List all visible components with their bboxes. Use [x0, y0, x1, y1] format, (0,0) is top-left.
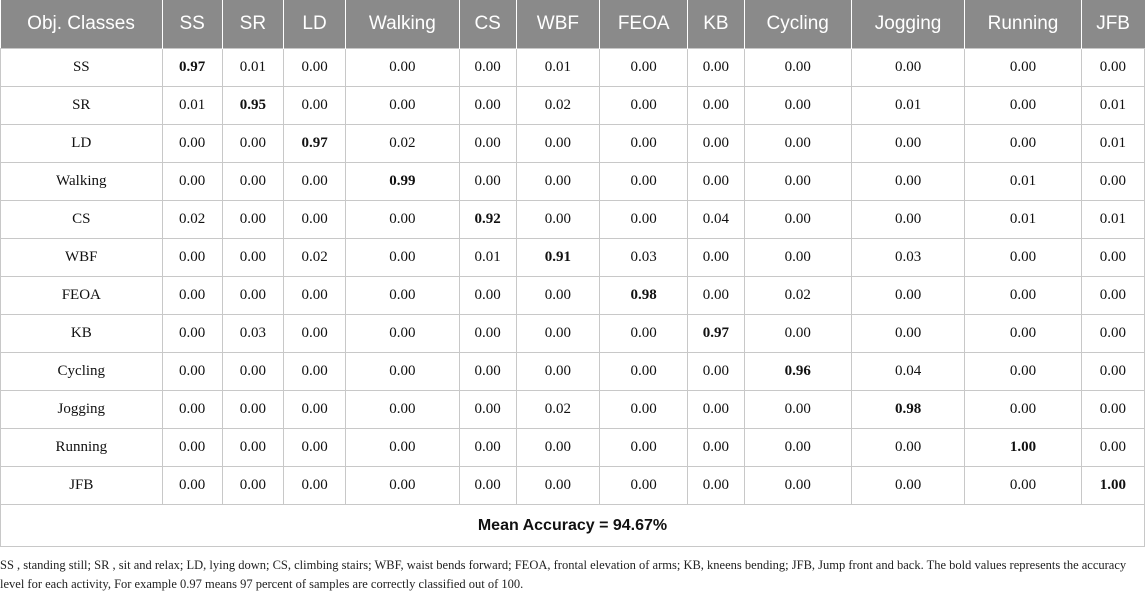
column-header-classes: Obj. Classes — [1, 0, 163, 49]
row-label: Running — [1, 429, 163, 467]
table-cell: 0.00 — [283, 201, 345, 239]
table-cell: 0.00 — [283, 467, 345, 505]
table-cell: 0.00 — [965, 125, 1081, 163]
table-cell: 0.03 — [851, 239, 964, 277]
table-cell: 0.00 — [162, 125, 222, 163]
row-label: FEOA — [1, 277, 163, 315]
diagonal-cell: 0.96 — [744, 353, 851, 391]
table-row — [1, 239, 1145, 277]
table-cell: 0.00 — [1081, 429, 1144, 467]
table-body — [1, 49, 1145, 505]
table-cell: 0.00 — [162, 353, 222, 391]
table-cell: 0.00 — [346, 277, 459, 315]
table-cell: 0.00 — [600, 49, 688, 87]
table-cell: 0.00 — [965, 87, 1081, 125]
table-cell: 0.00 — [283, 163, 345, 201]
diagonal-cell: 0.98 — [851, 391, 964, 429]
row-label: WBF — [1, 239, 163, 277]
table-cell: 0.00 — [1081, 277, 1144, 315]
table-cell: 0.02 — [516, 391, 599, 429]
table-cell: 0.00 — [851, 467, 964, 505]
table-cell: 0.00 — [162, 467, 222, 505]
table-cell: 0.00 — [346, 87, 459, 125]
table-cell: 0.00 — [600, 315, 688, 353]
table-cell: 0.00 — [222, 391, 283, 429]
table-cell: 0.00 — [222, 277, 283, 315]
table-cell: 0.00 — [222, 201, 283, 239]
table-cell: 0.00 — [459, 277, 516, 315]
table-row — [1, 49, 1145, 87]
mean-accuracy: Mean Accuracy = 94.67% — [1, 505, 1145, 547]
table-cell: 0.00 — [744, 315, 851, 353]
table-cell: 0.00 — [600, 125, 688, 163]
table-cell: 0.00 — [744, 49, 851, 87]
diagonal-cell: 0.98 — [600, 277, 688, 315]
table-cell: 0.00 — [851, 277, 964, 315]
table-cell: 0.00 — [222, 467, 283, 505]
table-cell: 0.00 — [516, 277, 599, 315]
table-cell: 0.03 — [600, 239, 688, 277]
column-header-jogging: Jogging — [851, 0, 964, 49]
table-cell: 0.00 — [688, 87, 744, 125]
column-header-sr: SR — [222, 0, 283, 49]
table-cell: 0.04 — [688, 201, 744, 239]
table-cell: 0.00 — [222, 239, 283, 277]
table-cell: 0.00 — [516, 467, 599, 505]
table-row — [1, 125, 1145, 163]
table-cell: 0.00 — [744, 163, 851, 201]
table-cell: 0.00 — [965, 239, 1081, 277]
table-cell: 0.00 — [851, 429, 964, 467]
table-cell: 0.00 — [459, 49, 516, 87]
table-cell: 0.00 — [283, 391, 345, 429]
table-cell: 0.00 — [744, 429, 851, 467]
row-label: CS — [1, 201, 163, 239]
column-header-jfb: JFB — [1081, 0, 1144, 49]
row-label: SS — [1, 49, 163, 87]
table-cell: 0.00 — [688, 353, 744, 391]
column-header-feoa: FEOA — [600, 0, 688, 49]
table-cell: 0.01 — [1081, 125, 1144, 163]
column-header-running: Running — [965, 0, 1081, 49]
table-cell: 0.00 — [744, 391, 851, 429]
column-header-ss: SS — [162, 0, 222, 49]
row-label: Jogging — [1, 391, 163, 429]
table-cell: 0.00 — [744, 87, 851, 125]
table-cell: 0.00 — [222, 125, 283, 163]
table-row — [1, 163, 1145, 201]
table-cell: 0.01 — [1081, 87, 1144, 125]
diagonal-cell: 0.97 — [283, 125, 345, 163]
table-cell: 0.00 — [346, 315, 459, 353]
table-cell: 0.00 — [222, 353, 283, 391]
table-cell: 0.00 — [459, 353, 516, 391]
table-cell: 0.00 — [1081, 315, 1144, 353]
diagonal-cell: 1.00 — [965, 429, 1081, 467]
table-cell: 0.00 — [600, 391, 688, 429]
table-cell: 0.00 — [346, 239, 459, 277]
table-cell: 0.00 — [688, 125, 744, 163]
table-cell: 0.00 — [459, 467, 516, 505]
row-label: JFB — [1, 467, 163, 505]
table-cell: 0.00 — [459, 391, 516, 429]
table-cell: 0.00 — [516, 315, 599, 353]
table-cell: 0.00 — [851, 315, 964, 353]
table-cell: 0.01 — [516, 49, 599, 87]
table-cell: 0.00 — [162, 391, 222, 429]
table-cell: 0.00 — [851, 201, 964, 239]
table-row — [1, 87, 1145, 125]
table-cell: 0.00 — [162, 163, 222, 201]
table-cell: 0.00 — [600, 87, 688, 125]
table-cell: 0.00 — [162, 315, 222, 353]
table-cell: 0.00 — [744, 467, 851, 505]
table-cell: 0.00 — [346, 391, 459, 429]
table-row — [1, 277, 1145, 315]
table-cell: 0.00 — [600, 353, 688, 391]
diagonal-cell: 0.97 — [688, 315, 744, 353]
table-cell: 0.00 — [600, 429, 688, 467]
diagonal-cell: 0.97 — [162, 49, 222, 87]
column-header-wbf: WBF — [516, 0, 599, 49]
table-cell: 0.00 — [222, 429, 283, 467]
table-cell: 0.00 — [162, 277, 222, 315]
table-cell: 0.00 — [459, 429, 516, 467]
table-row — [1, 315, 1145, 353]
table-cell: 0.04 — [851, 353, 964, 391]
table-cell: 0.02 — [346, 125, 459, 163]
table-cell: 0.00 — [346, 353, 459, 391]
table-cell: 0.01 — [965, 201, 1081, 239]
table-cell: 0.00 — [851, 163, 964, 201]
table-cell: 0.02 — [283, 239, 345, 277]
header-row — [1, 0, 1145, 49]
diagonal-cell: 0.99 — [346, 163, 459, 201]
table-cell: 0.00 — [516, 429, 599, 467]
table-cell: 0.00 — [1081, 239, 1144, 277]
table-cell: 0.00 — [965, 391, 1081, 429]
table-cell: 0.00 — [516, 125, 599, 163]
table-cell: 0.00 — [1081, 163, 1144, 201]
table-cell: 0.00 — [516, 353, 599, 391]
table-cell: 0.00 — [965, 49, 1081, 87]
table-cell: 0.00 — [346, 201, 459, 239]
table-footnote: SS , standing still; SR , sit and relax; LD, lying down; CS, climbing stairs; WBF, waist bends forward; FEOA, frontal elevation of arms; KB, kneens bending; JFB, Jump front and back. The bold values represents the accuracy level for each activity, For example 0.97 means 97 percent of samples are correctly classified out of 100. — [0, 558, 1127, 591]
table-cell: 0.00 — [600, 163, 688, 201]
table-cell: 0.00 — [688, 429, 744, 467]
table-cell: 0.00 — [744, 201, 851, 239]
table-cell: 0.00 — [600, 467, 688, 505]
diagonal-cell: 0.92 — [459, 201, 516, 239]
column-header-cs: CS — [459, 0, 516, 49]
table-cell: 0.00 — [283, 49, 345, 87]
table-cell: 0.00 — [600, 201, 688, 239]
table-cell: 0.02 — [162, 201, 222, 239]
diagonal-cell: 1.00 — [1081, 467, 1144, 505]
table-row — [1, 467, 1145, 505]
table-cell: 0.00 — [162, 239, 222, 277]
row-label: SR — [1, 87, 163, 125]
table-cell: 0.00 — [459, 125, 516, 163]
table-cell: 0.01 — [965, 163, 1081, 201]
table-cell: 0.00 — [688, 49, 744, 87]
table-cell: 0.00 — [459, 315, 516, 353]
table-cell: 0.00 — [283, 87, 345, 125]
table-cell: 0.00 — [222, 163, 283, 201]
table-cell: 0.00 — [688, 239, 744, 277]
table-cell: 0.00 — [851, 49, 964, 87]
table-cell: 0.00 — [744, 239, 851, 277]
table-cell: 0.00 — [283, 315, 345, 353]
table-cell: 0.00 — [1081, 353, 1144, 391]
row-label: LD — [1, 125, 163, 163]
table-cell: 0.03 — [222, 315, 283, 353]
table-row — [1, 201, 1145, 239]
table-cell: 0.00 — [516, 201, 599, 239]
column-header-walking: Walking — [346, 0, 459, 49]
diagonal-cell: 0.91 — [516, 239, 599, 277]
column-header-cycling: Cycling — [744, 0, 851, 49]
row-label: Walking — [1, 163, 163, 201]
table-cell: 0.00 — [346, 467, 459, 505]
table-cell: 0.00 — [283, 277, 345, 315]
table-cell: 0.00 — [965, 315, 1081, 353]
table-cell: 0.00 — [688, 163, 744, 201]
table-row — [1, 391, 1145, 429]
table-row — [1, 353, 1145, 391]
row-label: KB — [1, 315, 163, 353]
table-cell: 0.01 — [851, 87, 964, 125]
table-cell: 0.00 — [688, 391, 744, 429]
row-label: Cycling — [1, 353, 163, 391]
table-cell: 0.01 — [459, 239, 516, 277]
table-cell: 0.00 — [346, 49, 459, 87]
table-cell: 0.01 — [222, 49, 283, 87]
table-cell: 0.01 — [162, 87, 222, 125]
column-header-kb: KB — [688, 0, 744, 49]
table-cell: 0.00 — [1081, 49, 1144, 87]
table-cell: 0.00 — [744, 125, 851, 163]
mean-accuracy-row — [1, 505, 1145, 547]
table-cell: 0.00 — [1081, 391, 1144, 429]
table-row — [1, 429, 1145, 467]
table-cell: 0.00 — [459, 163, 516, 201]
table-cell: 0.00 — [283, 353, 345, 391]
table-cell: 0.00 — [688, 467, 744, 505]
table-cell: 0.02 — [516, 87, 599, 125]
table-cell: 0.01 — [1081, 201, 1144, 239]
table-cell: 0.00 — [283, 429, 345, 467]
table-cell: 0.00 — [516, 163, 599, 201]
table-cell: 0.00 — [965, 467, 1081, 505]
table-cell: 0.00 — [688, 277, 744, 315]
table-cell: 0.00 — [162, 429, 222, 467]
table-cell: 0.00 — [851, 125, 964, 163]
table-cell: 0.00 — [459, 87, 516, 125]
table-cell: 0.00 — [346, 429, 459, 467]
table-cell: 0.00 — [965, 277, 1081, 315]
table-cell: 0.00 — [965, 353, 1081, 391]
diagonal-cell: 0.95 — [222, 87, 283, 125]
column-header-ld: LD — [283, 0, 345, 49]
table-cell: 0.02 — [744, 277, 851, 315]
